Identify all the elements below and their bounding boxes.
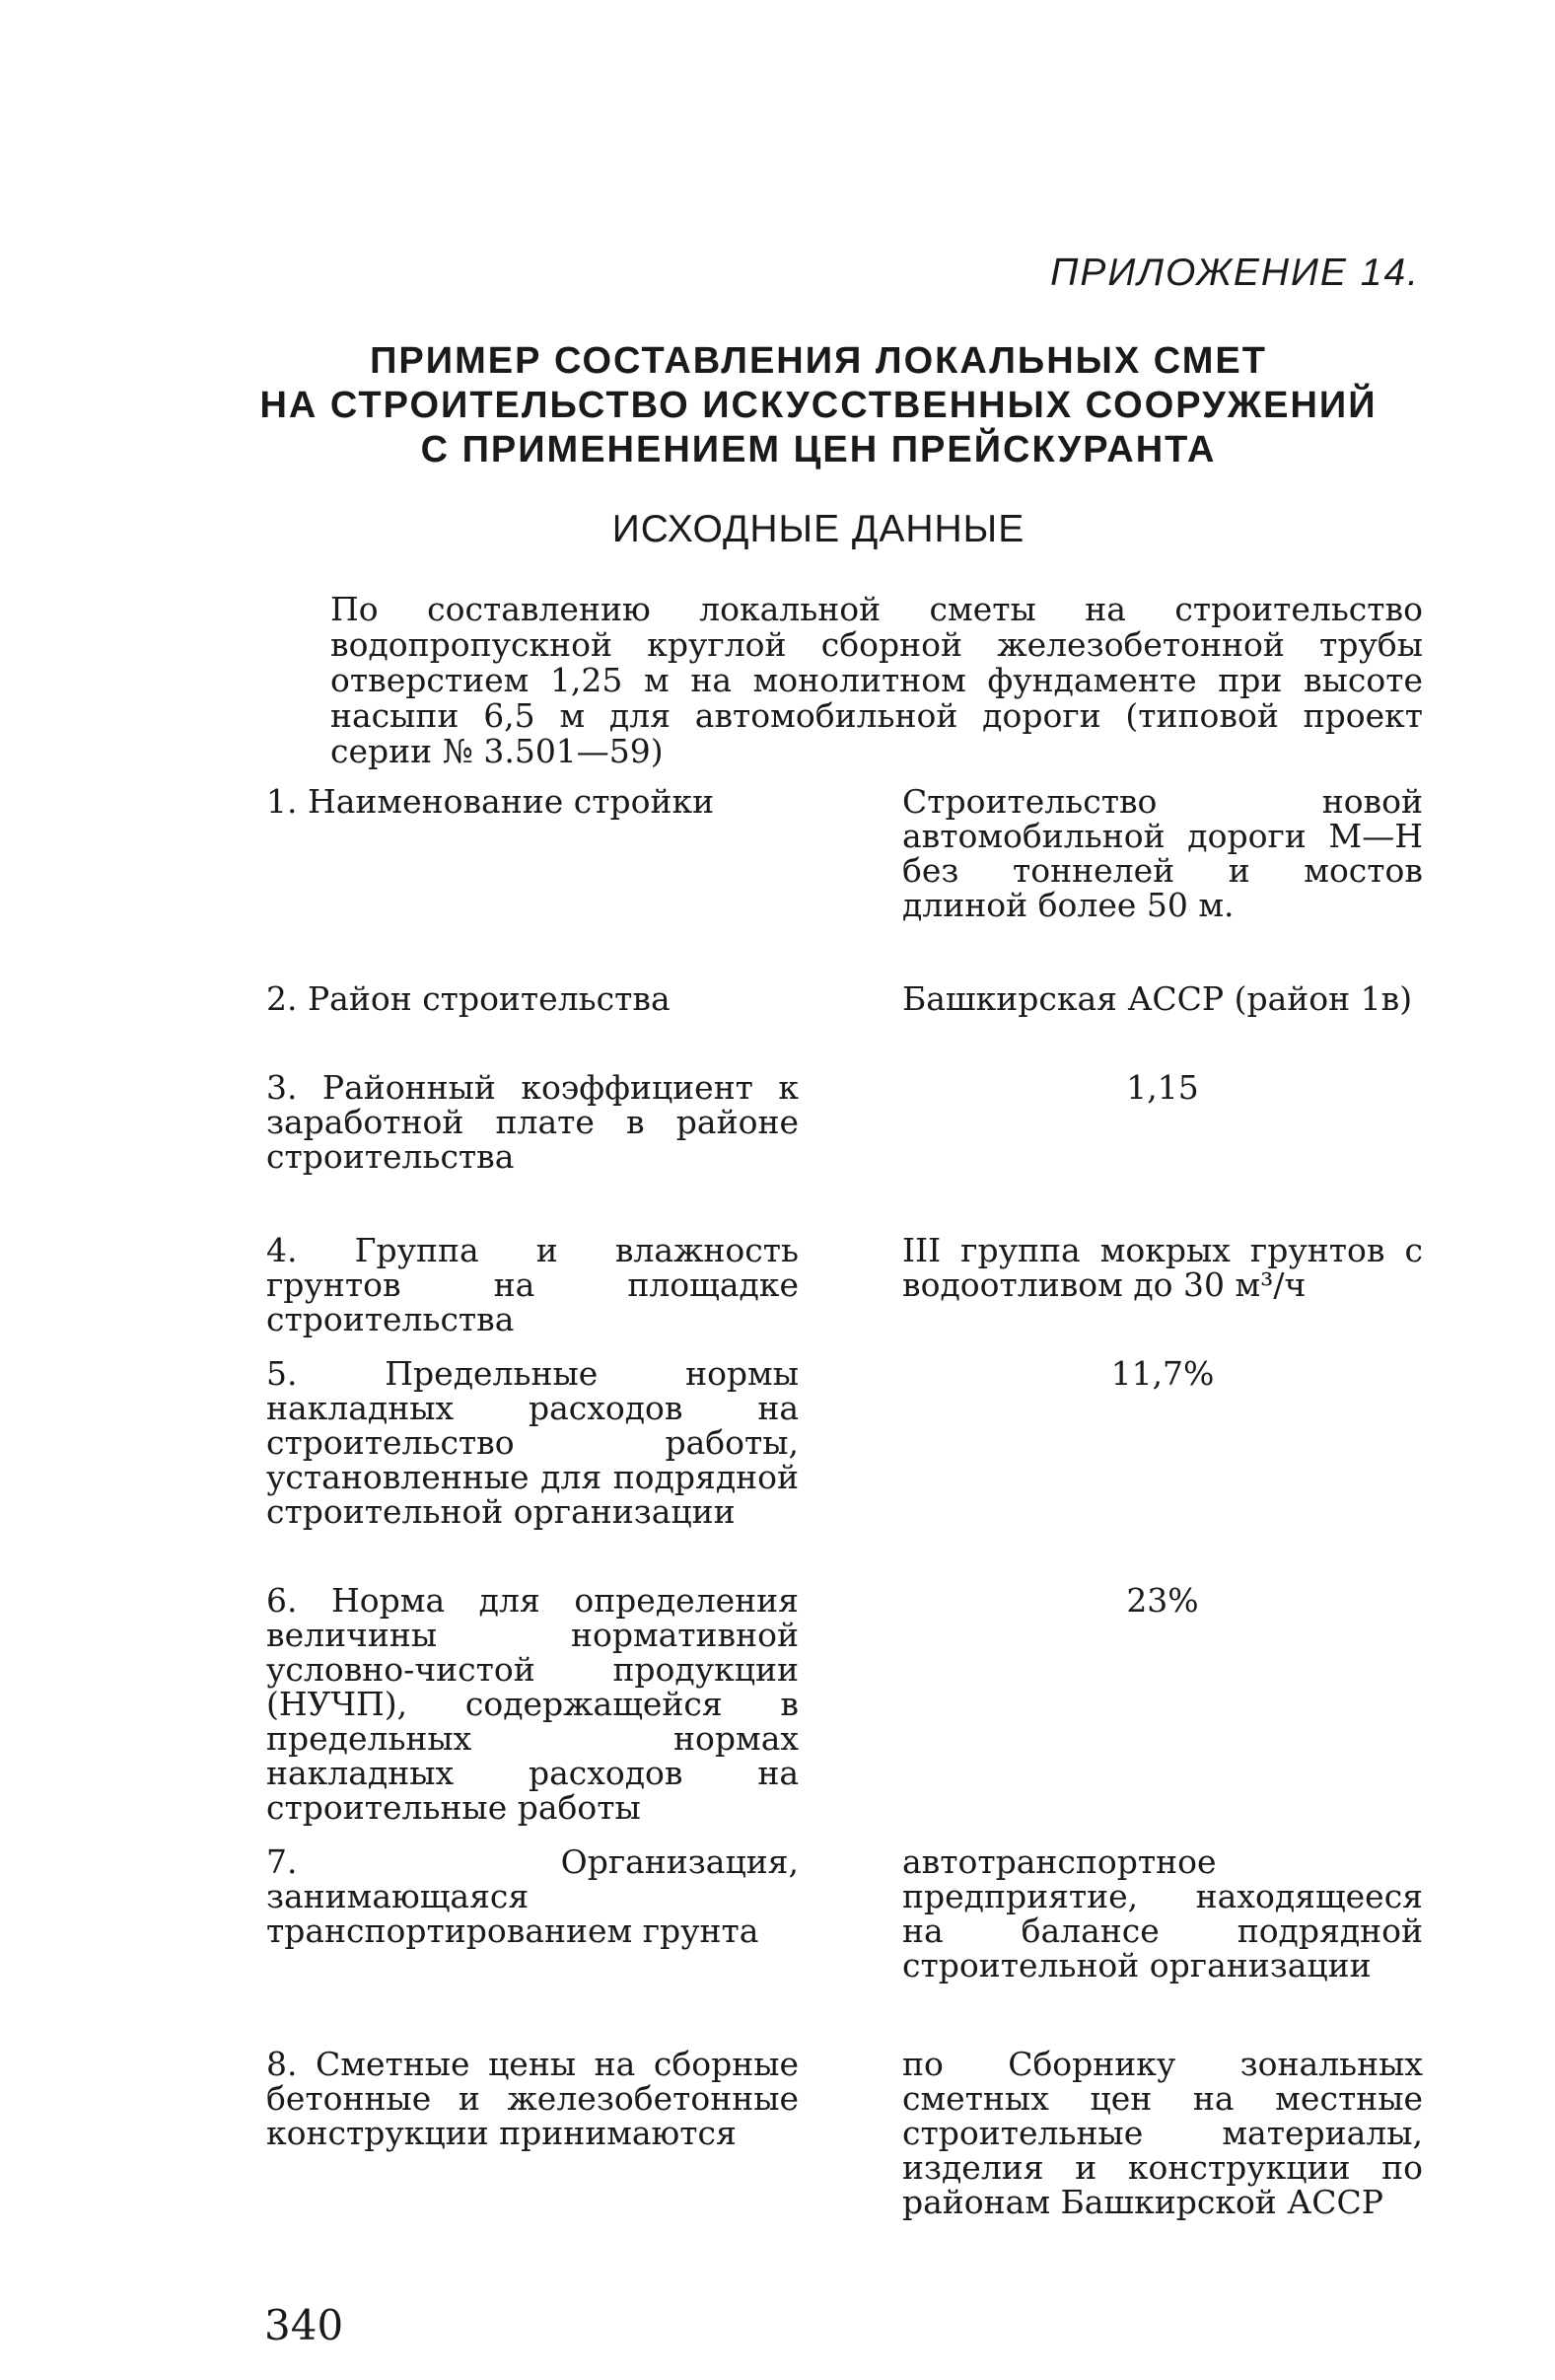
item-3-label: 3. Районный коэффициент к заработной плате в районе строительства (266, 1068, 799, 1176)
item-1-value: Строительство новой автомобильной дороги М—Н без тоннелей и мостов длиной более 50 м. (902, 782, 1423, 924)
item-6-label: 6. Норма для определения величины нормативной условно-чистой продукции (НУЧП), содержащейся в предельных нормах накладных расходов на строительные работы (266, 1581, 799, 1827)
title-line-3: С ПРИМЕНЕНИЕМ ЦЕН ПРЕЙСКУРАНТА (420, 429, 1217, 470)
title-line-1: ПРИМЕР СОСТАВЛЕНИЯ ЛОКАЛЬНЫХ СМЕТ (370, 340, 1267, 382)
item-1-label: 1. Наименование стройки (266, 782, 715, 821)
item-4-label: 4. Группа и влажность грунтов на площадке строительства (266, 1231, 799, 1338)
item-3-value: 1,15 (1126, 1068, 1199, 1107)
item-7-value: автотранспортное предприятие, находящееся на балансе подрядной строительной организации (902, 1842, 1423, 1984)
item-2-label: 2. Район строительства (266, 979, 671, 1018)
item-6-value: 23% (1126, 1581, 1199, 1620)
appendix-label: ПРИЛОЖЕНИЕ 14. (1050, 252, 1420, 294)
item-8-value: по Сборнику зональных сметных цен на местные строительные материалы, изделия и конструкции по районам Башкирской АССР (902, 2045, 1423, 2221)
intro-paragraph: По составлению локальной сметы на строительство водопропускной круглой сборной железобетонной трубы отверстием 1,25 м на монолитном фундаменте при высоте насыпи 6,5 м для автомобильной дороги (типовой проект серии № 3.501—59) (330, 590, 1423, 770)
section-subtitle: ИСХОДНЫЕ ДАННЫЕ (611, 508, 1025, 550)
page-number: 340 (264, 2301, 344, 2349)
item-5-value: 11,7% (1110, 1354, 1215, 1393)
item-7-label: 7. Организация, занимающаяся транспортированием грунта (266, 1842, 799, 1950)
item-5-label: 5. Предельные нормы накладных расходов на строительство работы, установленные для подрядной строительной организации (266, 1354, 799, 1531)
item-8-label: 8. Сметные цены на сборные бетонные и железобетонные конструкции принимаются (266, 2045, 799, 2152)
title-line-2: НА СТРОИТЕЛЬСТВО ИСКУССТВЕННЫХ СООРУЖЕНИЙ (259, 385, 1378, 426)
item-4-value: III группа мокрых грунтов с водоотливом до 30 м³/ч (902, 1231, 1423, 1304)
item-2-value: Башкирская АССР (район 1в) (902, 979, 1413, 1018)
